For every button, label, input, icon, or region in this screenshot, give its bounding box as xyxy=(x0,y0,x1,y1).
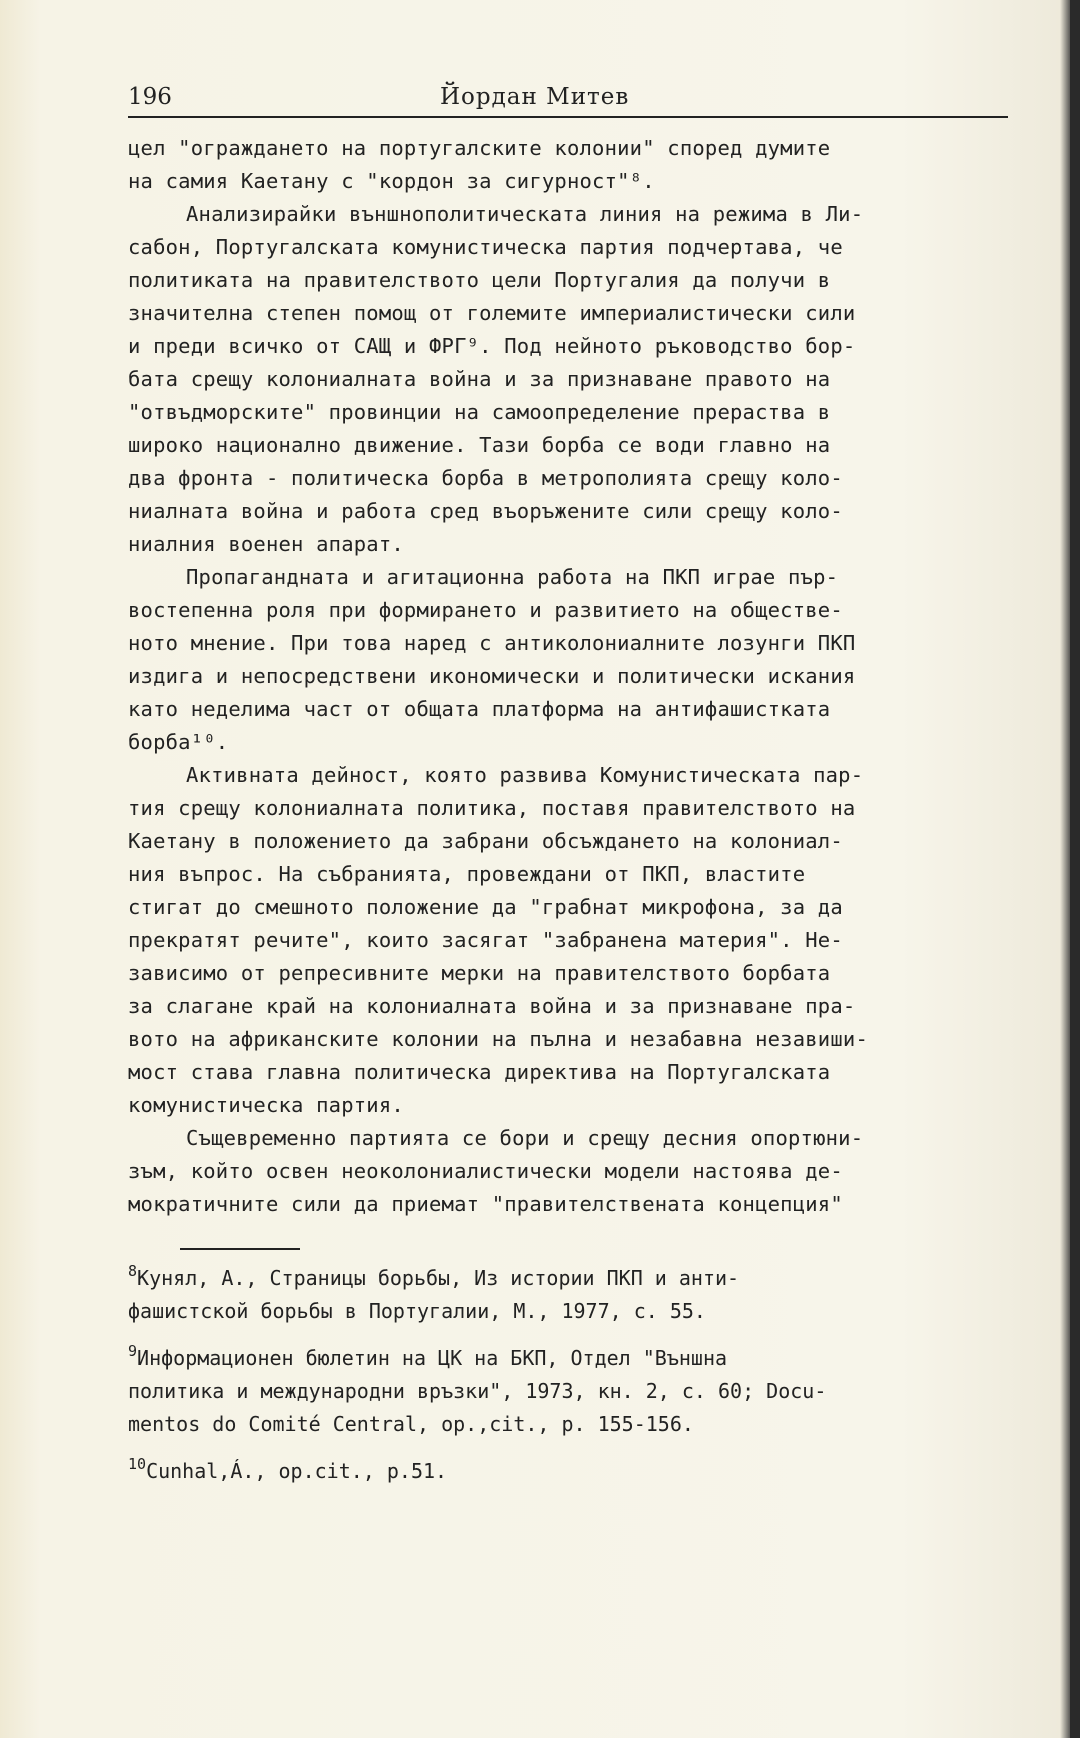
footnote-text: Кунял, А., Страницы борьбы, Из истории ПКП и анти- xyxy=(137,1266,740,1290)
text-line: като неделима част от общата платформа на антифашистката xyxy=(128,697,831,721)
text-line: борба¹⁰. xyxy=(128,730,229,754)
footnote-line xyxy=(128,1342,1018,1375)
text-line: мост става главна политическа директива на Португалската xyxy=(128,1060,831,1084)
footnote-gap xyxy=(128,1488,1018,1502)
text-line: на самия Каетану с "кордон за сигурност"⁸. xyxy=(128,169,655,193)
footnote-gap xyxy=(128,1441,1018,1455)
footnote-line xyxy=(128,1262,1018,1295)
text-line: зависимо от репресивните мерки на правителството борбата xyxy=(128,961,831,985)
running-title: Йордан Митев xyxy=(440,84,630,110)
footnote-number: 10 xyxy=(128,1455,147,1473)
footnote-line: mentos do Comité Central, op.,cit., p. 155-156. xyxy=(128,1412,694,1436)
text-line: бата срещу колониалната война и за признаване правото на xyxy=(128,367,831,391)
text-line: Каетану в положението да забрани обсъждането на колониал- xyxy=(128,829,843,853)
text-line: "отвъдморските" провинции на самоопределение прераства в xyxy=(128,400,831,424)
text-line: мократичните сили да приемат "правителствената концепция" xyxy=(128,1192,843,1216)
footnote-number: 8 xyxy=(128,1262,138,1280)
text-line: ниалния военен апарат. xyxy=(128,532,404,556)
text-line: Анализирайки външнополитическата линия на режима в Ли- xyxy=(186,202,864,226)
text-line: вото на африканските колонии на пълна и незабавна незавиши- xyxy=(128,1027,868,1051)
text-line: Същевременно партията се бори и срещу десния опортюни- xyxy=(186,1126,864,1150)
text-line: ното мнение. При това наред с антиколониалните лозунги ПКП xyxy=(128,631,856,655)
text-line: зъм, който освен неоколониалистически модели настоява де- xyxy=(128,1159,843,1183)
footnote-text: Информационен бюлетин на ЦК на БКП, Отдел "Външна xyxy=(137,1346,728,1370)
text-line: востепенна роля при формирането и развитието на обществе- xyxy=(128,598,843,622)
text-line: два фронта - политическа борба в метрополията срещу коло- xyxy=(128,466,843,490)
text-line: тия срещу колониалната политика, поставя правителството на xyxy=(128,796,856,820)
text-line: ниалната война и работа сред въоръжените сили срещу коло- xyxy=(128,499,843,523)
footnotes xyxy=(128,1262,1018,1502)
text-line: ния въпрос. На събранията, провеждани от ПКП, властите xyxy=(128,862,806,886)
text-line: Пропагандната и агитационна работа на ПКП играе пър- xyxy=(186,565,839,589)
text-line: сабон, Португалската комунистическа партия подчертава, че xyxy=(128,235,843,259)
footnote-line: политика и международни връзки", 1973, кн. 2, с. 60; Docu- xyxy=(128,1379,827,1403)
text-line: стигат до смешното положение да "грабнат микрофона, за да xyxy=(128,895,843,919)
text-line: Активната дейност, която развива Комунистическата пар- xyxy=(186,763,864,787)
footnote-separator xyxy=(180,1248,300,1250)
text-line: комунистическа партия. xyxy=(128,1093,404,1117)
text-line: политиката на правителството цели Португалия да получи в xyxy=(128,268,831,292)
text-line: цел "ограждането на португалските колонии" според думите xyxy=(128,136,831,160)
footnote-gap xyxy=(128,1328,1018,1342)
page-edge-shadow xyxy=(1070,0,1080,1738)
main-text xyxy=(128,132,1018,1221)
text-line: прекратят речите", които засягат "забранена материя". Не- xyxy=(128,928,843,952)
footnote-text: Cunhal,Á., op.cit., p.51. xyxy=(146,1459,448,1483)
text-line: за слагане край на колониалната война и за признаване пра- xyxy=(128,994,856,1018)
page-header xyxy=(128,84,1008,118)
text-line: широко национално движение. Тази борба се води главно на xyxy=(128,433,831,457)
text-line: и преди всичко от САЩ и ФРГ⁹. Под нейното ръководство бор- xyxy=(128,334,856,358)
footnote-line: фашистской борьбы в Португалии, М., 1977, с. 55. xyxy=(128,1299,706,1323)
footnote-line xyxy=(128,1455,1018,1488)
text-line: значителна степен помощ от големите империалистически сили xyxy=(128,301,856,325)
text-line: издига и непосредствени икономически и политически искания xyxy=(128,664,856,688)
footnote-number: 9 xyxy=(128,1342,138,1360)
page-number: 196 xyxy=(128,84,172,110)
